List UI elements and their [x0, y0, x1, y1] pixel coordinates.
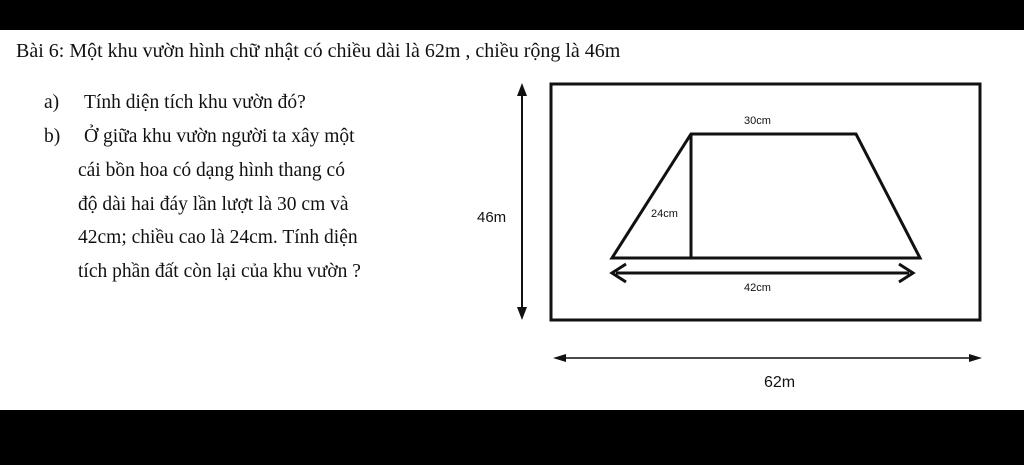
question-b-line-5: tích phần đất còn lại của khu vườn ?	[78, 261, 361, 282]
garden-width-label: 46m	[477, 209, 507, 226]
problem-title: Bài 6: Một khu vườn hình chữ nhật có chiều dài là 62m , chiều rộng là 46m	[16, 40, 621, 62]
question-b-marker: b)	[44, 126, 61, 147]
question-a-text: Tính diện tích khu vườn đó?	[84, 92, 306, 113]
width-arrow	[517, 83, 527, 320]
question-b-line-1: Ở giữa khu vườn người ta xây một	[84, 126, 355, 147]
bottom-base-arrow	[612, 264, 913, 282]
trapezoid-bottom-label: 42cm	[744, 282, 771, 294]
garden-length-label: 62m	[764, 374, 796, 391]
question-a-marker: a)	[44, 92, 60, 113]
length-arrow	[553, 354, 982, 362]
trapezoid-top-label: 30cm	[744, 115, 771, 127]
document-page	[0, 30, 1024, 410]
garden-figure	[0, 30, 1024, 410]
question-b-line-4: 42cm; chiều cao là 24cm. Tính diện	[78, 227, 358, 248]
trapezoid-flower-bed	[612, 134, 920, 258]
question-b-line-3: độ dài hai đáy lần lượt là 30 cm và	[78, 194, 349, 215]
trapezoid-height-label: 24cm	[651, 208, 678, 220]
question-b-line-2: cái bồn hoa có dạng hình thang có	[78, 160, 345, 181]
